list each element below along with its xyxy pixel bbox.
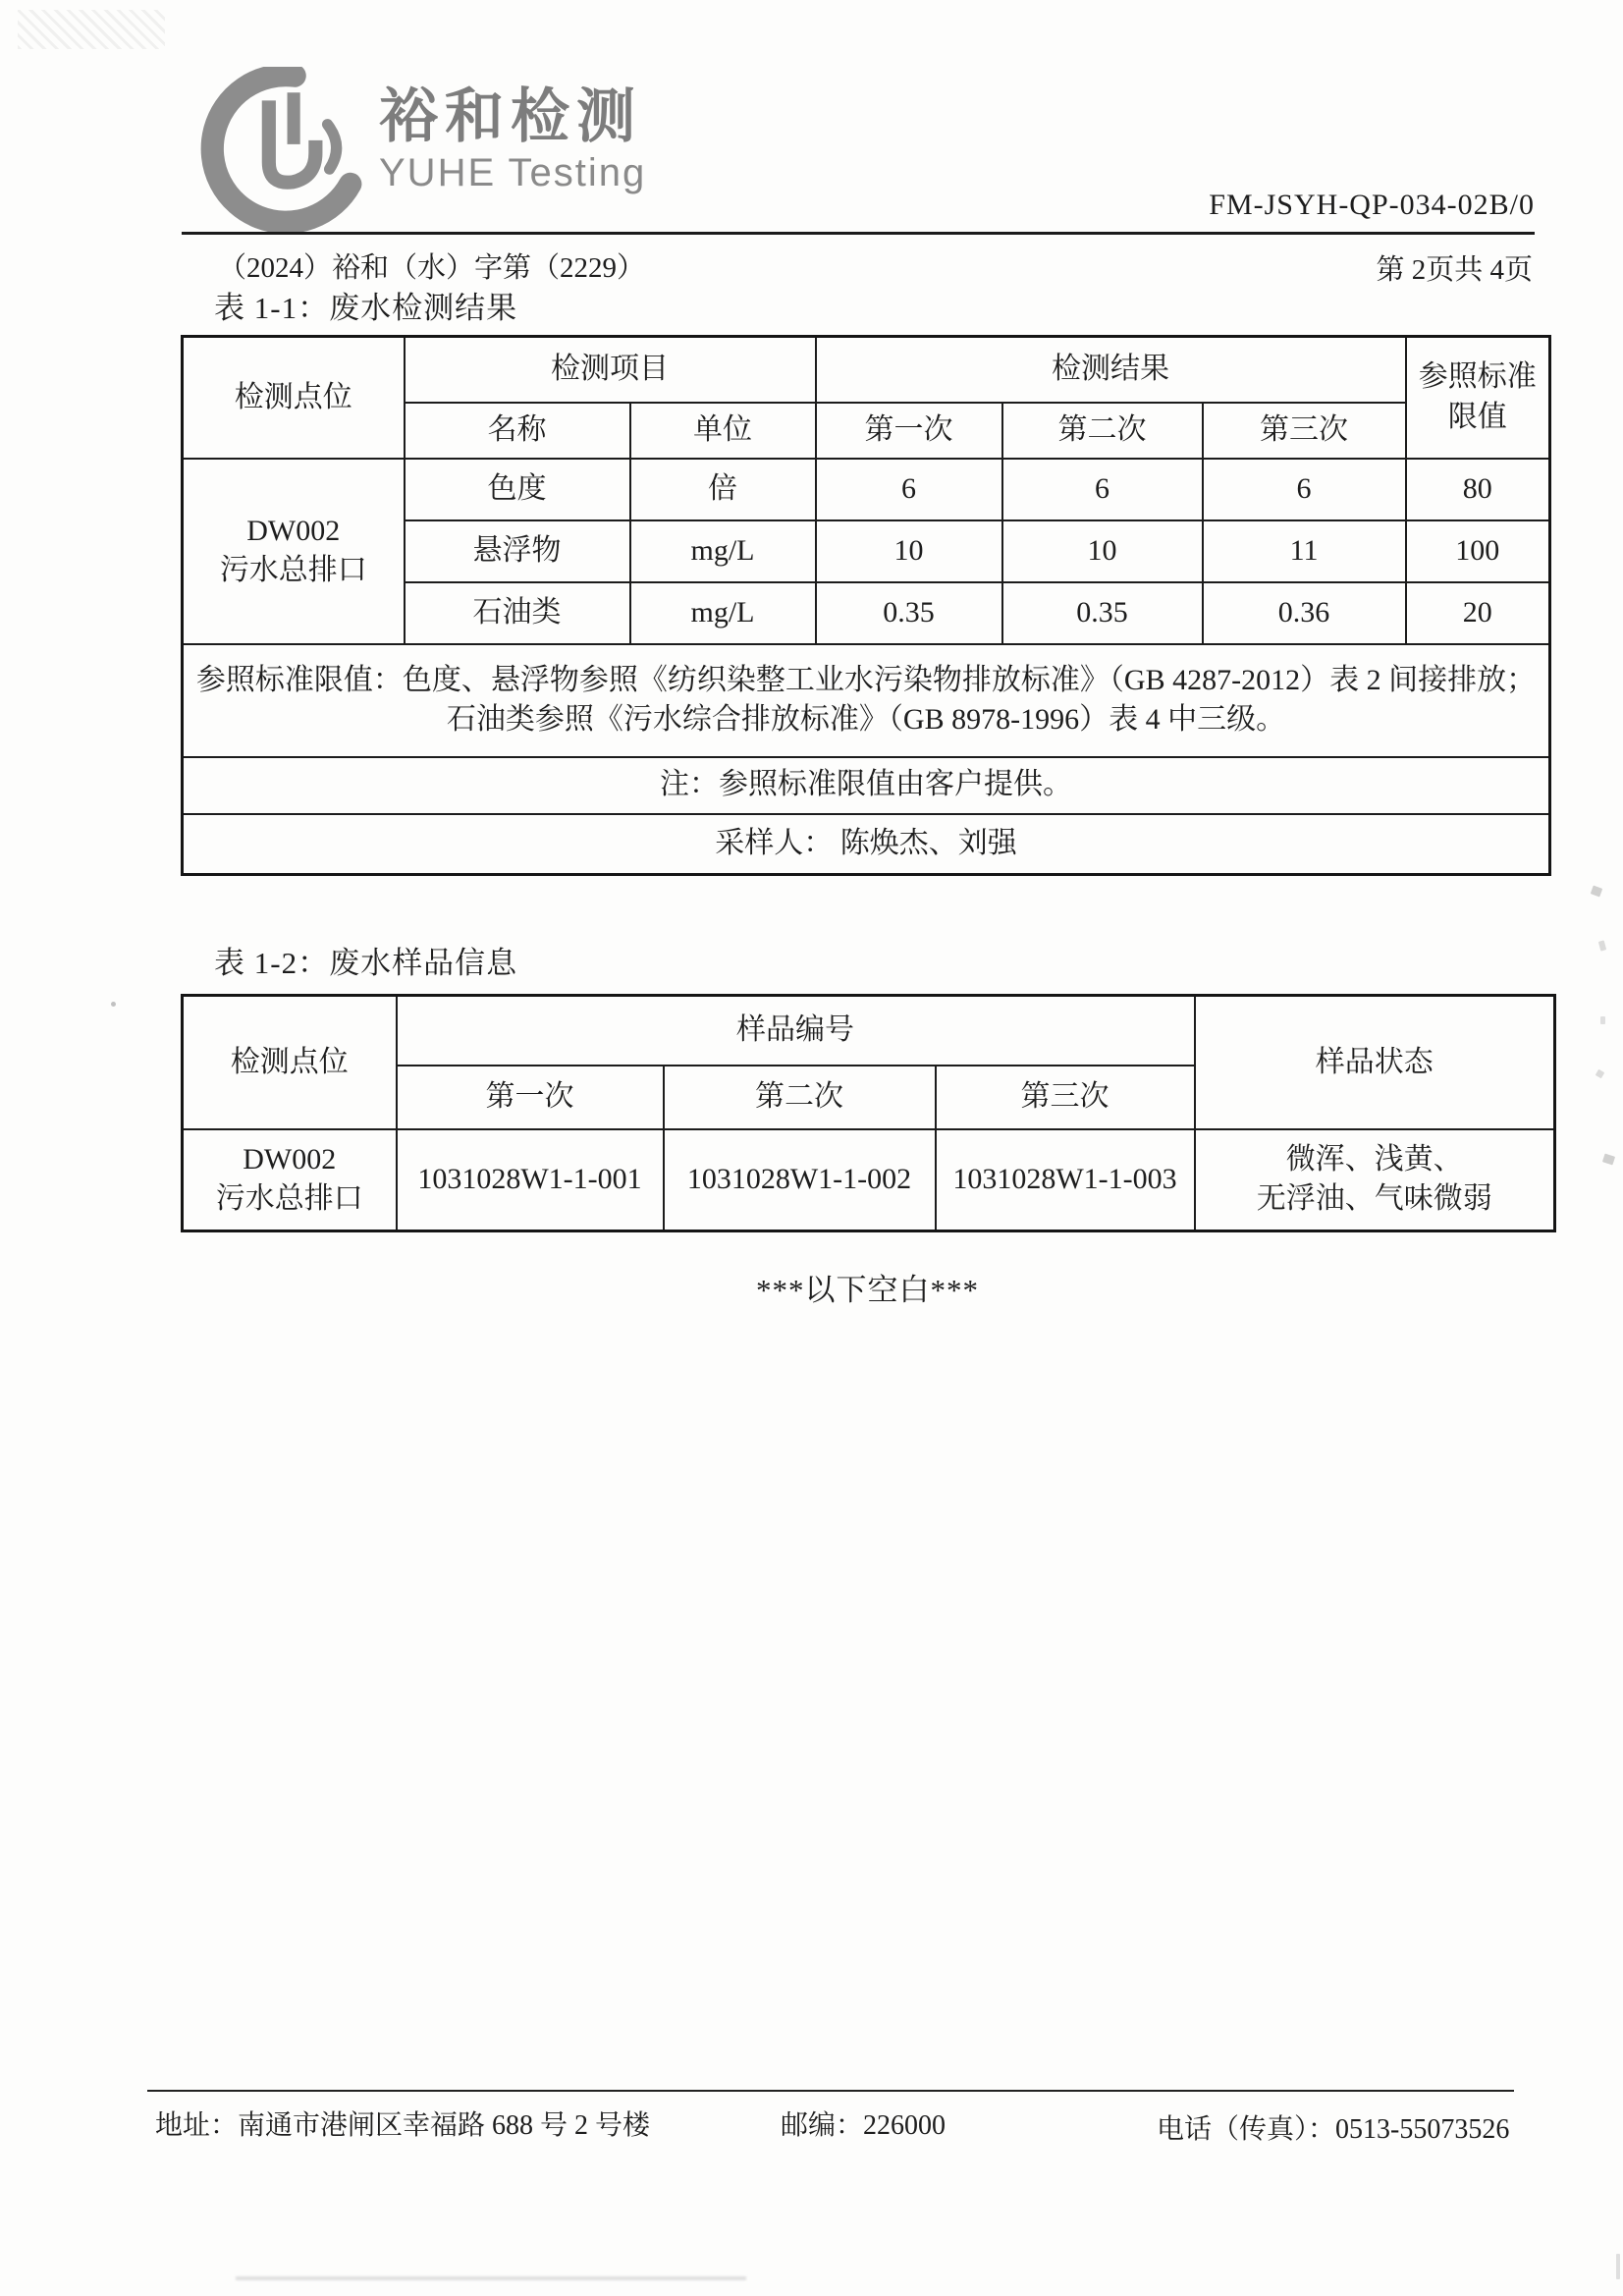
col-group-results: 检测结果: [816, 337, 1406, 403]
scan-artifact: [111, 1002, 116, 1007]
sample-state-line2: 无浮油、气味微弱: [1256, 1182, 1492, 1216]
scan-artifact: [1600, 1016, 1605, 1024]
sample-info-table: [181, 994, 1556, 1232]
point-code: DW002: [243, 1142, 337, 1175]
scan-artifact: [18, 10, 165, 49]
param-unit: mg/L: [630, 582, 816, 644]
monitor-point-cell: [183, 459, 405, 644]
col-group-sample-no: 样品编号: [397, 996, 1195, 1066]
limit-value: 80: [1406, 459, 1550, 520]
scan-artifact: [1596, 1069, 1605, 1079]
scan-artifact: [236, 2276, 746, 2280]
client-note: 注：参照标准限值由客户提供。: [183, 757, 1550, 814]
header-rule: [182, 232, 1535, 235]
point-name: 污水总排口: [215, 1182, 363, 1216]
result-2: 6: [1002, 459, 1203, 520]
result-1: 6: [816, 459, 1002, 520]
footer-address: 地址：南通市港闸区幸福路 688 号 2 号楼: [155, 2110, 651, 2141]
col-group-items: 检测项目: [405, 337, 816, 403]
blank-below-marker: ***以下空白***: [756, 1273, 979, 1307]
param-unit: mg/L: [630, 520, 816, 582]
col-header-state: 样品状态: [1195, 996, 1555, 1129]
scan-artifact: [1602, 1154, 1615, 1166]
col-header-limit: [1406, 337, 1550, 459]
limit-header-line1: 参照标准: [1418, 360, 1537, 394]
document-number: （2024）裕和（水）字第（2229）: [218, 252, 646, 284]
limit-header-line2: 限值: [1447, 400, 1507, 433]
wastewater-results-table: [181, 335, 1551, 876]
param-name: 色度: [405, 459, 630, 520]
yuhe-logo-icon: [196, 67, 371, 236]
logo-text: [379, 67, 646, 195]
param-unit: 倍: [630, 459, 816, 520]
result-3: 11: [1203, 520, 1406, 582]
company-logo: [196, 67, 646, 236]
col-header-name: 名称: [405, 403, 630, 459]
result-2: 0.35: [1002, 582, 1203, 644]
footer-postcode: 邮编：226000: [781, 2110, 947, 2141]
col-header-point: 检测点位: [183, 337, 405, 459]
sample-no-3: 1031028W1-1-003: [936, 1129, 1195, 1231]
result-1: 10: [816, 520, 1002, 582]
point-code: DW002: [246, 514, 341, 547]
reference-standard-note: 参照标准限值：色度、悬浮物参照《纺织染整工业水污染物排放标准》（GB 4287-2012）表 2 间接排放；石油类参照《污水综合排放标准》（GB 8978-1996）表 4 中三级。: [183, 644, 1550, 757]
result-3: 0.36: [1203, 582, 1406, 644]
form-code: FM-JSYH-QP-034-02B/0: [1209, 189, 1535, 221]
footer-phone: 电话（传真）：0513-55073526: [1157, 2114, 1510, 2145]
table-row: [183, 1129, 1555, 1231]
table1-title: 表 1-1：废水检测结果: [214, 291, 518, 325]
point-name: 污水总排口: [219, 554, 367, 586]
scan-artifact: [1598, 940, 1606, 951]
scan-artifact: [1616, 2254, 1620, 2279]
result-1: 0.35: [816, 582, 1002, 644]
col-header-second: 第二次: [664, 1066, 936, 1129]
company-name-cn: 裕和检测: [379, 83, 642, 149]
sample-state-cell: [1195, 1129, 1555, 1231]
monitor-point-cell: [183, 1129, 397, 1231]
sample-no-2: 1031028W1-1-002: [664, 1129, 936, 1231]
table-row: [183, 459, 1550, 520]
sample-no-1: 1031028W1-1-001: [397, 1129, 664, 1231]
sample-state-line1: 微浑、浅黄、: [1285, 1142, 1463, 1175]
col-header-first: 第一次: [816, 403, 1002, 459]
result-2: 10: [1002, 520, 1203, 582]
col-header-point: 检测点位: [183, 996, 397, 1129]
col-header-first: 第一次: [397, 1066, 664, 1129]
col-header-third: 第三次: [1203, 403, 1406, 459]
param-name: 石油类: [405, 582, 630, 644]
company-name-en: YUHE Testing: [379, 151, 647, 194]
page-indicator: 第 2页共 4页: [1376, 254, 1533, 286]
limit-value: 20: [1406, 582, 1550, 644]
col-header-unit: 单位: [630, 403, 816, 459]
table2-title: 表 1-2：废水样品信息: [214, 946, 518, 980]
limit-value: 100: [1406, 520, 1550, 582]
col-header-third: 第三次: [936, 1066, 1195, 1129]
scan-artifact: [1591, 886, 1602, 898]
param-name: 悬浮物: [405, 520, 630, 582]
col-header-second: 第二次: [1002, 403, 1203, 459]
footer-rule: [147, 2090, 1514, 2092]
result-3: 6: [1203, 459, 1406, 520]
sampler-row: 采样人： 陈焕杰、刘强: [183, 814, 1550, 875]
